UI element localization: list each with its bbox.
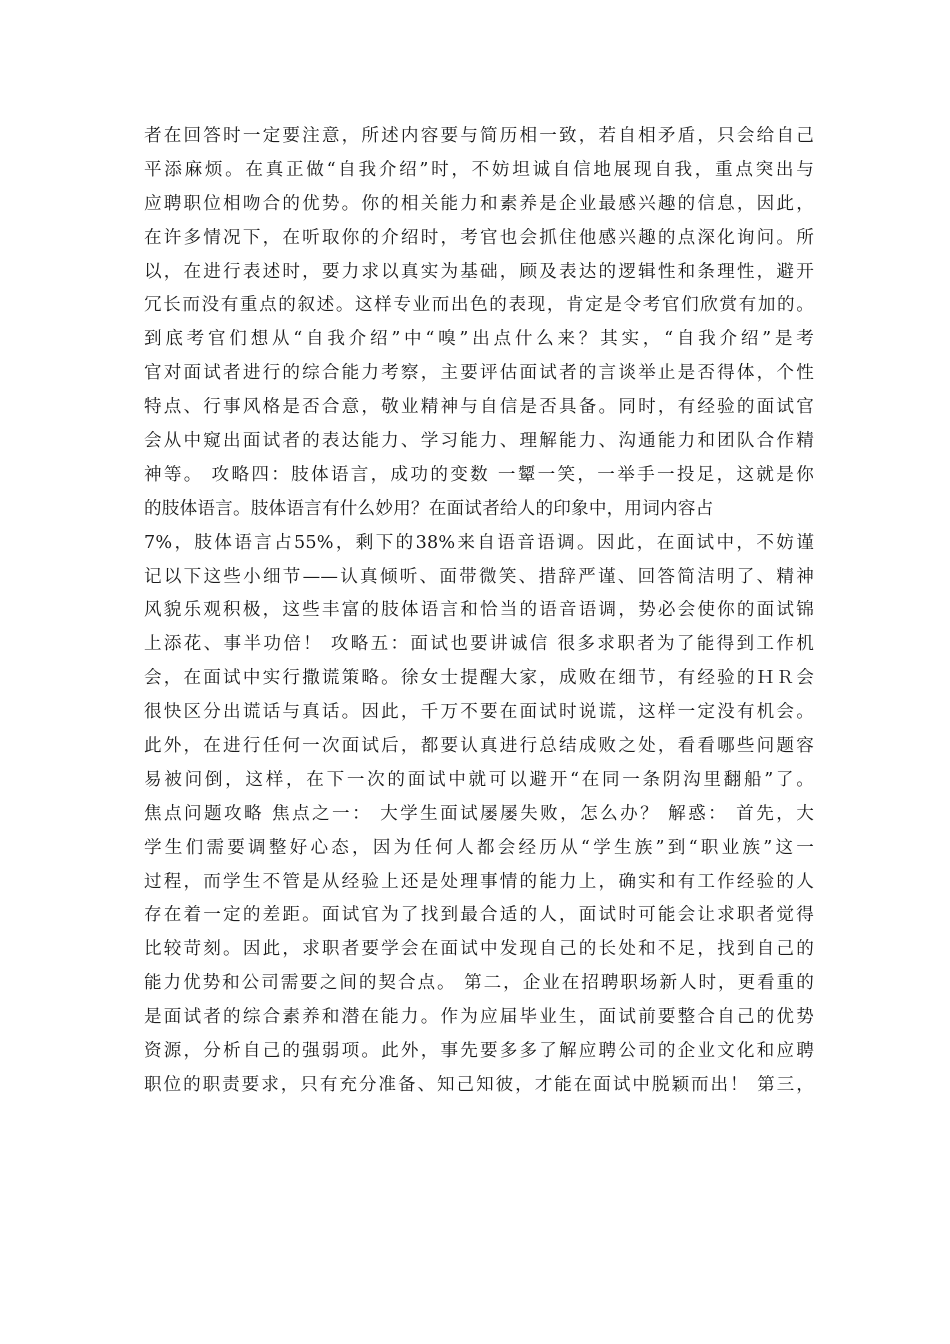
text-line: 风貌乐观积极，这些丰富的肢体语言和恰当的语音语调，势必会使你的面试锦 bbox=[144, 600, 814, 621]
text-line: 冗长而没有重点的叙述。这样专业而出色的表现，肯定是令考官们欣赏有加的。 bbox=[144, 295, 814, 316]
text-line: 在许多情况下，在听取你的介绍时，考官也会抓住他感兴趣的点深化询问。所 bbox=[144, 227, 814, 248]
text-line: 7%，肢体语言占55%，剩下的38%来自语音语调。因此，在面试中，不妨谨 bbox=[144, 532, 814, 553]
text-line: 能力优势和公司需要之间的契合点。 第二，企业在招聘职场新人时，更看重的 bbox=[144, 973, 814, 994]
text-line: 者在回答时一定要注意，所述内容要与简历相一致，若自相矛盾，只会给自己 bbox=[144, 126, 814, 146]
text-line: 记以下这些小细节——认真倾听、面带微笑、措辞严谨、回答简洁明了、精神 bbox=[144, 566, 814, 587]
text-line: 应聘职位相吻合的优势。你的相关能力和素养是企业最感兴趣的信息，因此， bbox=[144, 193, 814, 214]
text-line: 易被问倒，这样，在下一次的面试中就可以避开“在同一条阴沟里翻船”了。 bbox=[144, 769, 814, 790]
text-line: 会从中窥出面试者的表达能力、学习能力、理解能力、沟通能力和团队合作精 bbox=[144, 431, 814, 452]
text-line: 官对面试者进行的综合能力考察，主要评估面试者的言谈举止是否得体，个性 bbox=[144, 363, 814, 384]
text-line: 上添花、事半功倍！ 攻略五：面试也要讲诚信 很多求职者为了能得到工作机 bbox=[144, 634, 814, 655]
text-line: 此外，在进行任何一次面试后，都要认真进行总结成败之处，看看哪些问题容 bbox=[144, 736, 814, 757]
text-line: 会，在面试中实行撒谎策略。徐女士提醒大家，成败在细节，有经验的ＨＲ会 bbox=[144, 668, 814, 689]
text-line: 学生们需要调整好心态，因为任何人都会经历从“学生族”到“职业族”这一 bbox=[144, 837, 814, 858]
text-line: 到底考官们想从“自我介绍”中“嗅”出点什么来？其实，“自我介绍”是考 bbox=[144, 329, 814, 350]
text-line: 特点、行事风格是否合意，敬业精神与自信是否具备。同时，有经验的面试官 bbox=[144, 397, 814, 418]
text-line: 存在着一定的差距。面试官为了找到最合适的人，面试时可能会让求职者觉得 bbox=[144, 905, 814, 926]
text-line: 是面试者的综合素养和潜在能力。作为应届毕业生，面试前要整合自己的优势 bbox=[144, 1007, 814, 1028]
text-line: 的肢体语言。肢体语言有什么妙用？在面试者给人的印象中，用词内容占 bbox=[144, 498, 714, 519]
text-line: 职位的职责要求，只有充分准备、知己知彼，才能在面试中脱颖而出！ 第三， bbox=[144, 1074, 814, 1095]
text-line: 焦点问题攻略 焦点之一： 大学生面试屡屡失败，怎么办？ 解惑： 首先，大 bbox=[144, 803, 814, 824]
text-line: 神等。 攻略四：肢体语言，成功的变数 一颦一笑，一举手一投足，这就是你 bbox=[144, 464, 814, 485]
text-line: 以，在进行表述时，要力求以真实为基础，顾及表达的逻辑性和条理性，避开 bbox=[144, 261, 814, 282]
text-line: 很快区分出谎话与真话。因此，千万不要在面试时说谎，这样一定没有机会。 bbox=[144, 702, 814, 723]
body-text bbox=[144, 120, 814, 1103]
text-line: 平添麻烦。在真正做“自我介绍”时，不妨坦诚自信地展现自我，重点突出与 bbox=[144, 159, 814, 180]
text-line: 过程，而学生不管是从经验上还是处理事情的能力上，确实和有工作经验的人 bbox=[144, 871, 814, 892]
text-line: 比较苛刻。因此，求职者要学会在面试中发现自己的长处和不足，找到自己的 bbox=[144, 939, 814, 960]
text-line: 资源，分析自己的强弱项。此外，事先要多多了解应聘公司的企业文化和应聘 bbox=[144, 1041, 814, 1062]
